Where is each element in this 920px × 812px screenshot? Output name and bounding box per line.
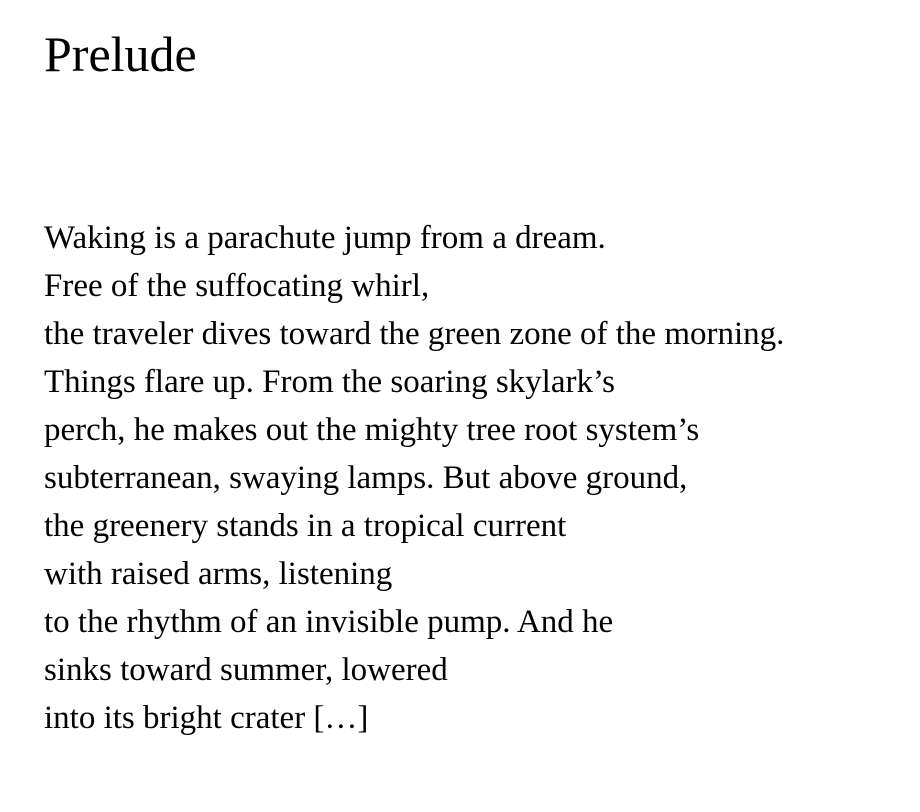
- poem-line: Things flare up. From the soaring skylark’s: [44, 364, 615, 400]
- poem-line: perch, he makes out the mighty tree root system’s: [44, 412, 700, 448]
- poem-page: [44, 0, 920, 812]
- poem-line: with raised arms, listening: [44, 556, 393, 592]
- poem-line: subterranean, swaying lamps. But above ground,: [44, 460, 688, 496]
- poem-line: to the rhythm of an invisible pump. And he: [44, 604, 614, 640]
- poem-body: [44, 214, 784, 742]
- poem-line: into its bright crater […]: [44, 700, 369, 736]
- poem-line: Free of the suffocating whirl,: [44, 268, 430, 304]
- poem-line: the greenery stands in a tropical current: [44, 508, 567, 544]
- poem-line: Waking is a parachute jump from a dream.: [44, 220, 606, 256]
- poem-title: Prelude: [44, 26, 197, 82]
- poem-line: the traveler dives toward the green zone of the morning.: [44, 316, 785, 352]
- poem-line: sinks toward summer, lowered: [44, 652, 448, 688]
